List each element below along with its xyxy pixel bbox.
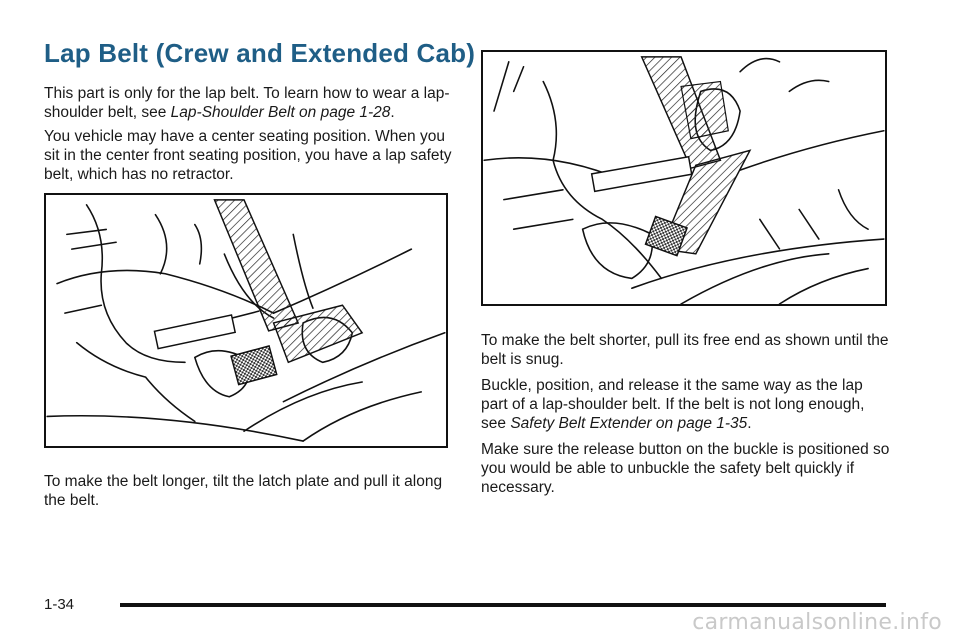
site-watermark: carmanualsonline.info <box>692 610 942 635</box>
intro-end: . <box>390 104 395 121</box>
page-number: 1-34 <box>44 596 75 613</box>
lap-shoulder-belt-reference[interactable]: Lap-Shoulder Belt on page 1-28 <box>170 104 391 121</box>
page-title: Lap Belt (Crew and Extended Cab) <box>44 38 476 68</box>
buckle-end: . <box>747 415 752 432</box>
shorten-paragraph: To make the belt shorter, pull its free end as shown until the belt is snug. <box>481 332 889 368</box>
intro-paragraph <box>44 84 454 122</box>
intro-text: This part is only for the lap belt. To learn how to wear a lap-shoulder belt, see <box>44 85 450 121</box>
release-button-paragraph: Make sure the release button on the buckle is positioned so you would be able to unbuckle the safety belt quickly if necessary. <box>481 441 890 496</box>
belt-shorten-illustration <box>481 50 887 306</box>
belt-lengthen-drawing <box>46 195 446 446</box>
center-seat-paragraph: You vehicle may have a center seating position. When you sit in the center front seating position, you have a lap safety belt, which has no retractor. <box>44 128 452 183</box>
safety-belt-extender-reference[interactable]: Safety Belt Extender on page 1-35 <box>510 415 748 432</box>
lengthen-paragraph: To make the belt longer, tilt the latch plate and pull it along the belt. <box>44 473 443 509</box>
footer-divider <box>120 603 886 607</box>
buckle-text: Buckle, position, and release it the same way as the lap part of a lap-shoulder belt. If the belt is not long enough, see <box>481 377 865 432</box>
belt-shorten-drawing <box>483 52 885 304</box>
buckle-paragraph <box>481 376 891 433</box>
belt-lengthen-illustration <box>44 193 448 448</box>
